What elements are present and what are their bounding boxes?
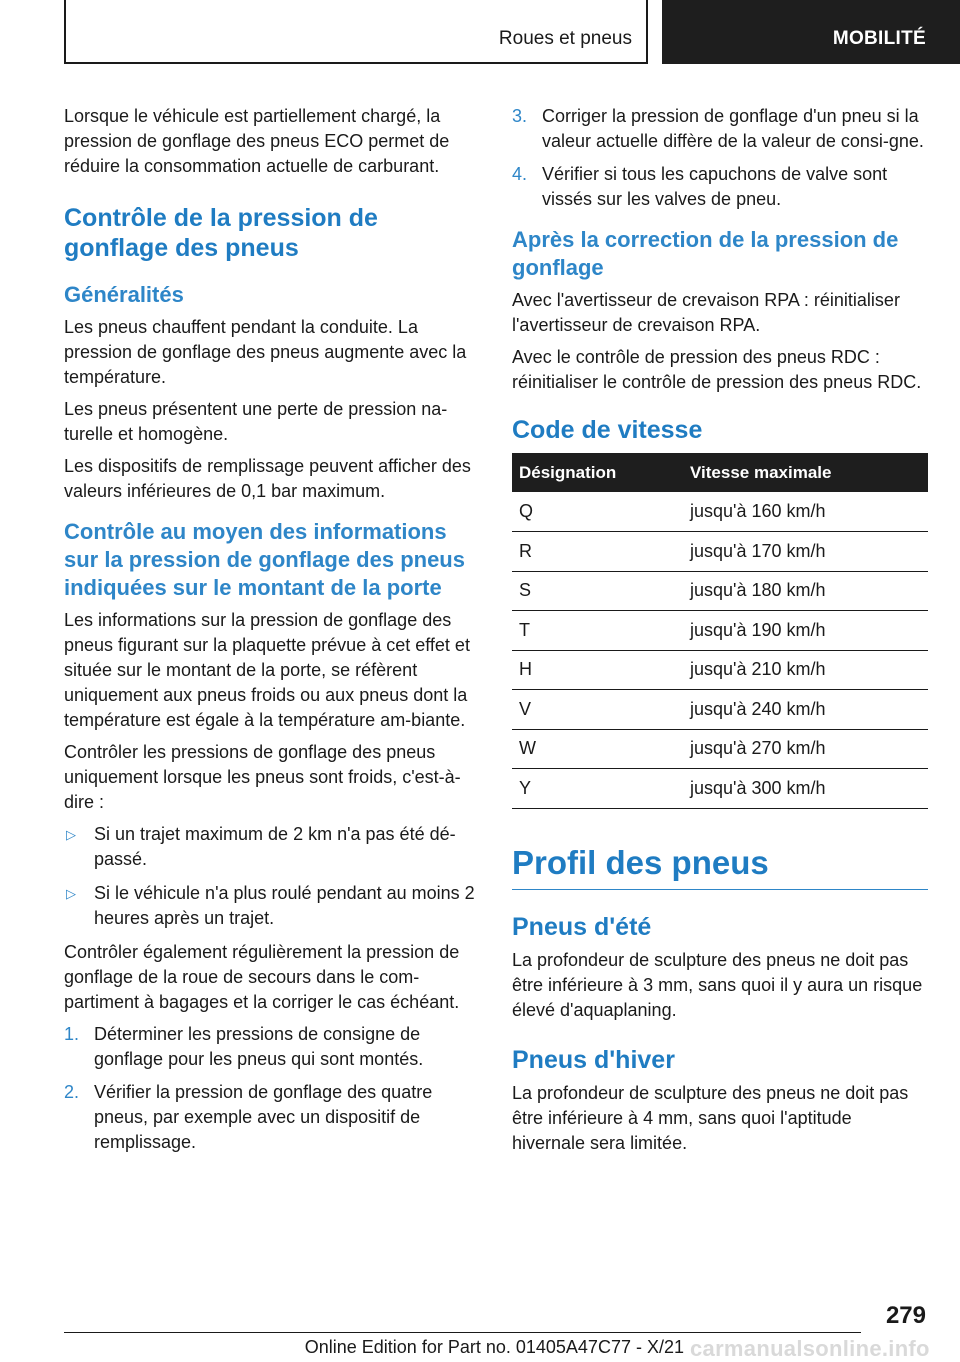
list-item-text: Si un trajet maximum de 2 km n'a pas été dé-passé. bbox=[94, 824, 456, 869]
max-speed-cell: jusqu'à 240 km/h bbox=[683, 690, 928, 730]
edition-text: Online Edition for Part no. 01405A47C77 - X/21 bbox=[304, 1337, 684, 1357]
speed-code-cell: T bbox=[512, 611, 683, 651]
heading-after-correction: Après la correction de la pression de gonflage bbox=[512, 227, 899, 280]
table-row bbox=[512, 650, 928, 690]
heading-general: Généralités bbox=[64, 282, 184, 307]
speed-code-cell: W bbox=[512, 729, 683, 769]
triangle-bullet-icon: ▷ bbox=[66, 886, 76, 901]
speed-code-table bbox=[512, 453, 928, 809]
section-title: Roues et pneus bbox=[498, 28, 632, 49]
header-chapter-box bbox=[662, 0, 960, 64]
list-item-text: Si le véhicule n'a plus roulé pendant au moins 2 heures après un trajet. bbox=[94, 883, 475, 928]
triangle-bullet-icon: ▷ bbox=[66, 827, 76, 842]
table-row bbox=[512, 532, 928, 572]
step-item bbox=[512, 104, 928, 154]
heading-tire-profile: Profil des pneus bbox=[512, 843, 928, 890]
step-number: 4. bbox=[512, 164, 528, 184]
step-item bbox=[64, 1080, 480, 1155]
heading-door-pillar: Contrôle au moyen des informations sur la pression de gonflage des pneus indiquées sur le montant de la porte bbox=[64, 519, 465, 600]
table-header-row bbox=[512, 453, 928, 492]
header-section-box bbox=[64, 0, 648, 64]
left-column bbox=[64, 104, 480, 1163]
step-text: Déterminer les pressions de consigne de gonflage pour les pneus qui sont montés. bbox=[94, 1024, 424, 1069]
column-header-max-speed: Vitesse maximale bbox=[683, 453, 928, 492]
max-speed-cell: jusqu'à 270 km/h bbox=[683, 729, 928, 769]
table-row bbox=[512, 729, 928, 769]
table-row bbox=[512, 571, 928, 611]
step-text: Vérifier la pression de gonflage des quatre pneus, par exemple avec un dispositif de remplissage. bbox=[94, 1082, 433, 1152]
max-speed-cell: jusqu'à 170 km/h bbox=[683, 532, 928, 572]
heading-pressure-control: Contrôle de la pression de gonflage des pneus bbox=[64, 204, 378, 262]
watermark: carmanualsonline.info bbox=[690, 1336, 930, 1361]
speed-code-cell: S bbox=[512, 571, 683, 611]
steps-list-left bbox=[64, 1022, 480, 1155]
speed-code-cell: Y bbox=[512, 769, 683, 809]
door-paragraph-3: Contrôler également régulièrement la pression de gonflage de la roue de secours dans le com-partiment à bagages et la corriger le cas échéant. bbox=[64, 942, 460, 1012]
step-item bbox=[512, 162, 928, 212]
max-speed-cell: jusqu'à 180 km/h bbox=[683, 571, 928, 611]
step-text: Corriger la pression de gonflage d'un pneu si la valeur actuelle diffère de la valeur de consi-gne. bbox=[542, 106, 924, 151]
max-speed-cell: jusqu'à 300 km/h bbox=[683, 769, 928, 809]
heading-speed-code: Code de vitesse bbox=[512, 416, 703, 444]
list-item bbox=[64, 822, 480, 872]
table-row bbox=[512, 611, 928, 651]
door-paragraph-1: Les informations sur la pression de gonflage des pneus figurant sur la plaquette prévue à cet effet et située sur le montant de la porte, se réfèrent uniquement aux pneus froids ou aux pneus dont la température est égale à la température am-biante. bbox=[64, 610, 470, 730]
speed-code-cell: Q bbox=[512, 492, 683, 532]
intro-paragraph: Lorsque le véhicule est partiellement chargé, la pression de gonflage des pneus ECO permet de réduire la consommation actuelle de carburant. bbox=[64, 106, 450, 176]
page-number: 279 bbox=[885, 1302, 926, 1329]
door-paragraph-2: Contrôler les pressions de gonflage des pneus uniquement lorsque les pneus sont froids, c'est-à-dire : bbox=[64, 742, 461, 812]
table-row bbox=[512, 769, 928, 809]
general-paragraph-1: Les pneus chauffent pendant la conduite. La pression de gonflage des pneus augmente avec la température. bbox=[64, 317, 467, 387]
speed-code-cell: H bbox=[512, 650, 683, 690]
cold-tire-conditions bbox=[64, 822, 480, 931]
list-item bbox=[64, 881, 480, 931]
step-number: 3. bbox=[512, 106, 528, 126]
footer-divider bbox=[64, 1332, 861, 1333]
step-number: 2. bbox=[64, 1082, 80, 1102]
heading-summer-tires: Pneus d'été bbox=[512, 912, 652, 941]
max-speed-cell: jusqu'à 160 km/h bbox=[683, 492, 928, 532]
general-paragraph-3: Les dispositifs de remplissage peuvent afficher des valeurs inférieures de 0,1 bar maximum. bbox=[64, 456, 471, 501]
general-paragraph-2: Les pneus présentent une perte de pression na-turelle et homogène. bbox=[64, 399, 448, 444]
max-speed-cell: jusqu'à 190 km/h bbox=[683, 611, 928, 651]
steps-list-right bbox=[512, 104, 928, 212]
max-speed-cell: jusqu'à 210 km/h bbox=[683, 650, 928, 690]
step-number: 1. bbox=[64, 1024, 80, 1044]
winter-paragraph: La profondeur de sculpture des pneus ne doit pas être inférieure à 4 mm, sans quoi l'aptitude hivernale sera limitée. bbox=[512, 1082, 909, 1153]
table-row bbox=[512, 492, 928, 532]
column-header-designation: Désignation bbox=[512, 453, 683, 492]
after-paragraph-2: Avec le contrôle de pression des pneus RDC : réinitialiser le contrôle de pression des pneus RDC. bbox=[512, 347, 922, 392]
heading-winter-tires: Pneus d'hiver bbox=[512, 1045, 675, 1074]
right-column bbox=[512, 104, 928, 1163]
after-paragraph-1: Avec l'avertisseur de crevaison RPA : réinitialiser l'avertisseur de crevaison RPA. bbox=[512, 290, 900, 335]
step-item bbox=[64, 1022, 480, 1072]
table-row bbox=[512, 690, 928, 730]
speed-code-cell: R bbox=[512, 532, 683, 572]
chapter-title: MOBILITÉ bbox=[832, 28, 926, 49]
speed-code-cell: V bbox=[512, 690, 683, 730]
step-text: Vérifier si tous les capuchons de valve sont vissés sur les valves de pneu. bbox=[542, 164, 888, 209]
summer-paragraph: La profondeur de sculpture des pneus ne doit pas être inférieure à 3 mm, sans quoi il y aura un risque élevé d'aquaplaning. bbox=[512, 949, 923, 1020]
